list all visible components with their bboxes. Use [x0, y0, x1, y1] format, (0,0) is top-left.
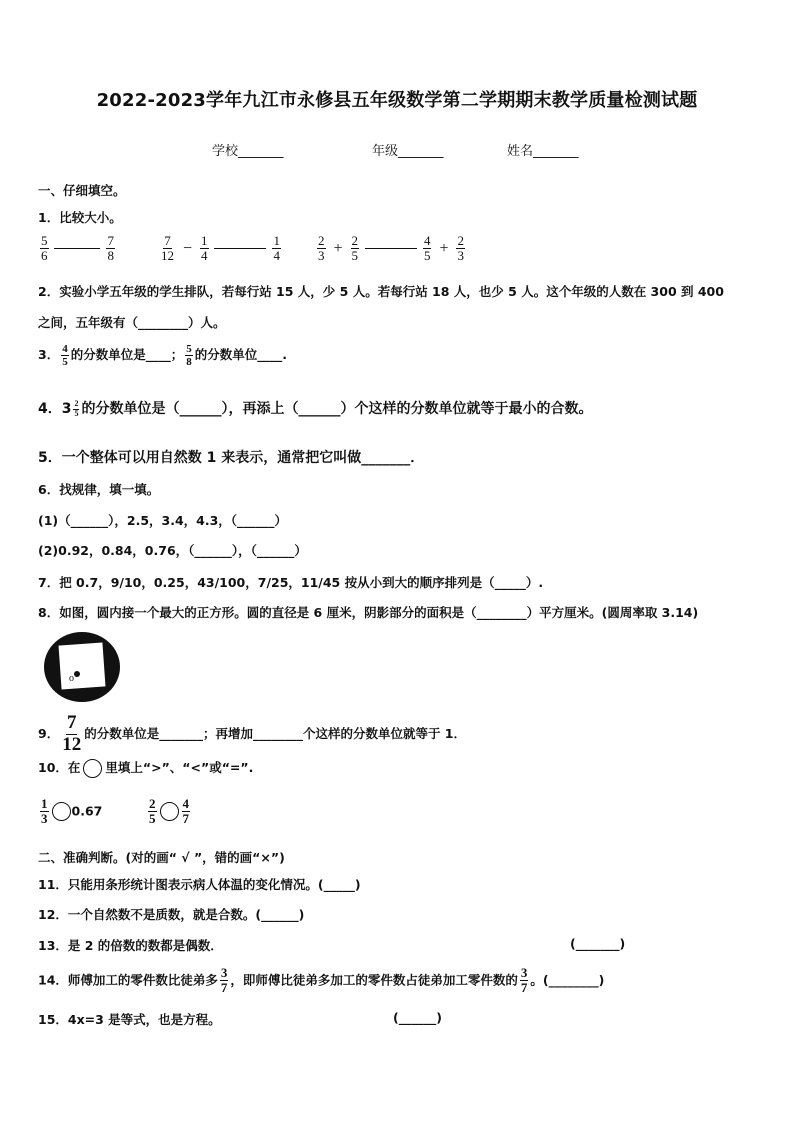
fraction: $\frac{1}{4}$: [273, 233, 280, 264]
question-6-sub-2: (2)0.92，0.84，0.76，（______），（______）: [38, 543, 307, 558]
fraction: $\frac{5}{6}$: [41, 233, 48, 264]
question-2-line-2: 之间，五年级有（________）人。: [38, 315, 226, 330]
fraction: $\frac{2}{5}$: [351, 233, 358, 264]
question-6-label: 6．找规律，填一填。: [38, 482, 160, 497]
answer-blank[interactable]: [54, 248, 100, 249]
fraction: $\frac{7}{12}$: [161, 233, 174, 264]
question-11: 11．只能用条形统计图表示病人体温的变化情况。(_____): [38, 877, 361, 892]
fraction: $\frac{3}{7}$: [220, 965, 228, 996]
fraction: $\frac{7}{12}$: [62, 712, 82, 755]
question-14: 14．师傅加工的零件数比徒弟多 $\frac{3}{7}$ ，即师傅比徒弟多加工的零件数占徒弟加工零件数的 $\frac{3}{7}$ 。(________): [38, 965, 605, 996]
section-1-heading: 一、仔细填空。: [38, 183, 126, 198]
fraction: $\frac{4}{7}$: [182, 796, 189, 827]
question-1-item-c: $\frac{2}{3}$ + $\frac{2}{5}$ $\frac{4}{5}$ + $\frac{2}{3}$: [318, 233, 464, 264]
question-10-item-a: $\frac{1}{3}$ 0.67: [41, 796, 103, 827]
fraction: $\frac{1}{4}$: [201, 233, 208, 264]
answer-blank[interactable]: [214, 248, 266, 249]
question-9: 9． $\frac{7}{12}$ 的分数单位是_______；再增加________个这样的分数单位就等于 1．: [38, 712, 467, 755]
question-12: 12．一个自然数不是质数，就是合数。(______): [38, 907, 305, 922]
grade-field: 年级_______: [372, 144, 444, 159]
school-field: 学校_______: [212, 144, 284, 159]
question-15-answer[interactable]: (______): [393, 1010, 442, 1025]
name-field: 姓名_______: [507, 144, 579, 159]
question-2-line-1: 2．实验小学五年级的学生排队，若每行站 15 人，少 5 人。若每行站 18 人，也少 5 人。这个年级的人数在 300 到 400: [38, 284, 724, 299]
compare-circle[interactable]: [52, 802, 71, 821]
fraction: $\frac{4}{5}$: [62, 343, 68, 369]
question-4: 4．3 $\frac{2}{5}$ 的分数单位是（______），再添上（______）个这样的分数单位就等于最小的合数。: [38, 398, 593, 418]
question-15: 15．4x=3 是等式，也是方程。: [38, 1012, 221, 1027]
question-6-sub-1: (1)（______），2.5，3.4，4.3，（______）: [38, 513, 288, 528]
section-2-heading: 二、准确判断。(对的画“ √ ”，错的画“×”): [38, 850, 285, 865]
fraction: $\frac{4}{5}$: [423, 233, 431, 264]
fraction: $\frac{7}{8}$: [107, 233, 114, 264]
center-label: o: [69, 673, 74, 684]
question-1-item-a: [38, 234, 117, 264]
fraction: $\frac{2}{3}$: [457, 233, 464, 264]
circle-square-diagram: [42, 630, 124, 704]
question-7: 7．把 0.7，9/10，0.25，43/100，7/25，11/45 按从小到大的顺序排列是（_____）.: [38, 575, 544, 590]
answer-blank[interactable]: [365, 248, 417, 249]
question-3: 3． $\frac{4}{5}$ 的分数单位是____； $\frac{5}{8}$ 的分数单位____.: [38, 343, 287, 369]
question-13: 13．是 2 的倍数的数都是偶数．: [38, 938, 223, 953]
circle-icon: [83, 759, 102, 778]
question-1-item-b: $\frac{7}{12}$ − $\frac{1}{4}$ $\frac{1}{4}$: [161, 233, 280, 264]
fraction: $\frac{1}{3}$: [41, 796, 48, 827]
fraction: $\frac{2}{5}$: [74, 398, 79, 418]
compare-circle[interactable]: [160, 802, 179, 821]
question-8: 8．如图，圆内接一个最大的正方形。圆的直径是 6 厘米，阴影部分的面积是（________）平方厘米。(圆周率取 3.14): [38, 605, 699, 620]
fraction: $\frac{3}{7}$: [520, 965, 528, 996]
question-10-item-b: [146, 797, 192, 827]
circle-square-figure: [42, 630, 124, 708]
page-title: 2022-2023学年九江市永修县五年级数学第二学期期末教学质量检测试题: [96, 90, 698, 111]
question-5: 5．一个整体可以用自然数 1 来表示，通常把它叫做_______．: [38, 450, 425, 466]
fraction: $\frac{2}{3}$: [318, 233, 325, 264]
question-1-label: 1．比较大小。: [38, 210, 122, 225]
question-13-answer[interactable]: (_______): [570, 936, 626, 951]
fraction: $\frac{5}{8}$: [186, 343, 192, 369]
question-10: 10．在 里填上“>”、“<”或“=”.: [38, 758, 253, 778]
fraction: $\frac{2}{5}$: [149, 796, 156, 827]
